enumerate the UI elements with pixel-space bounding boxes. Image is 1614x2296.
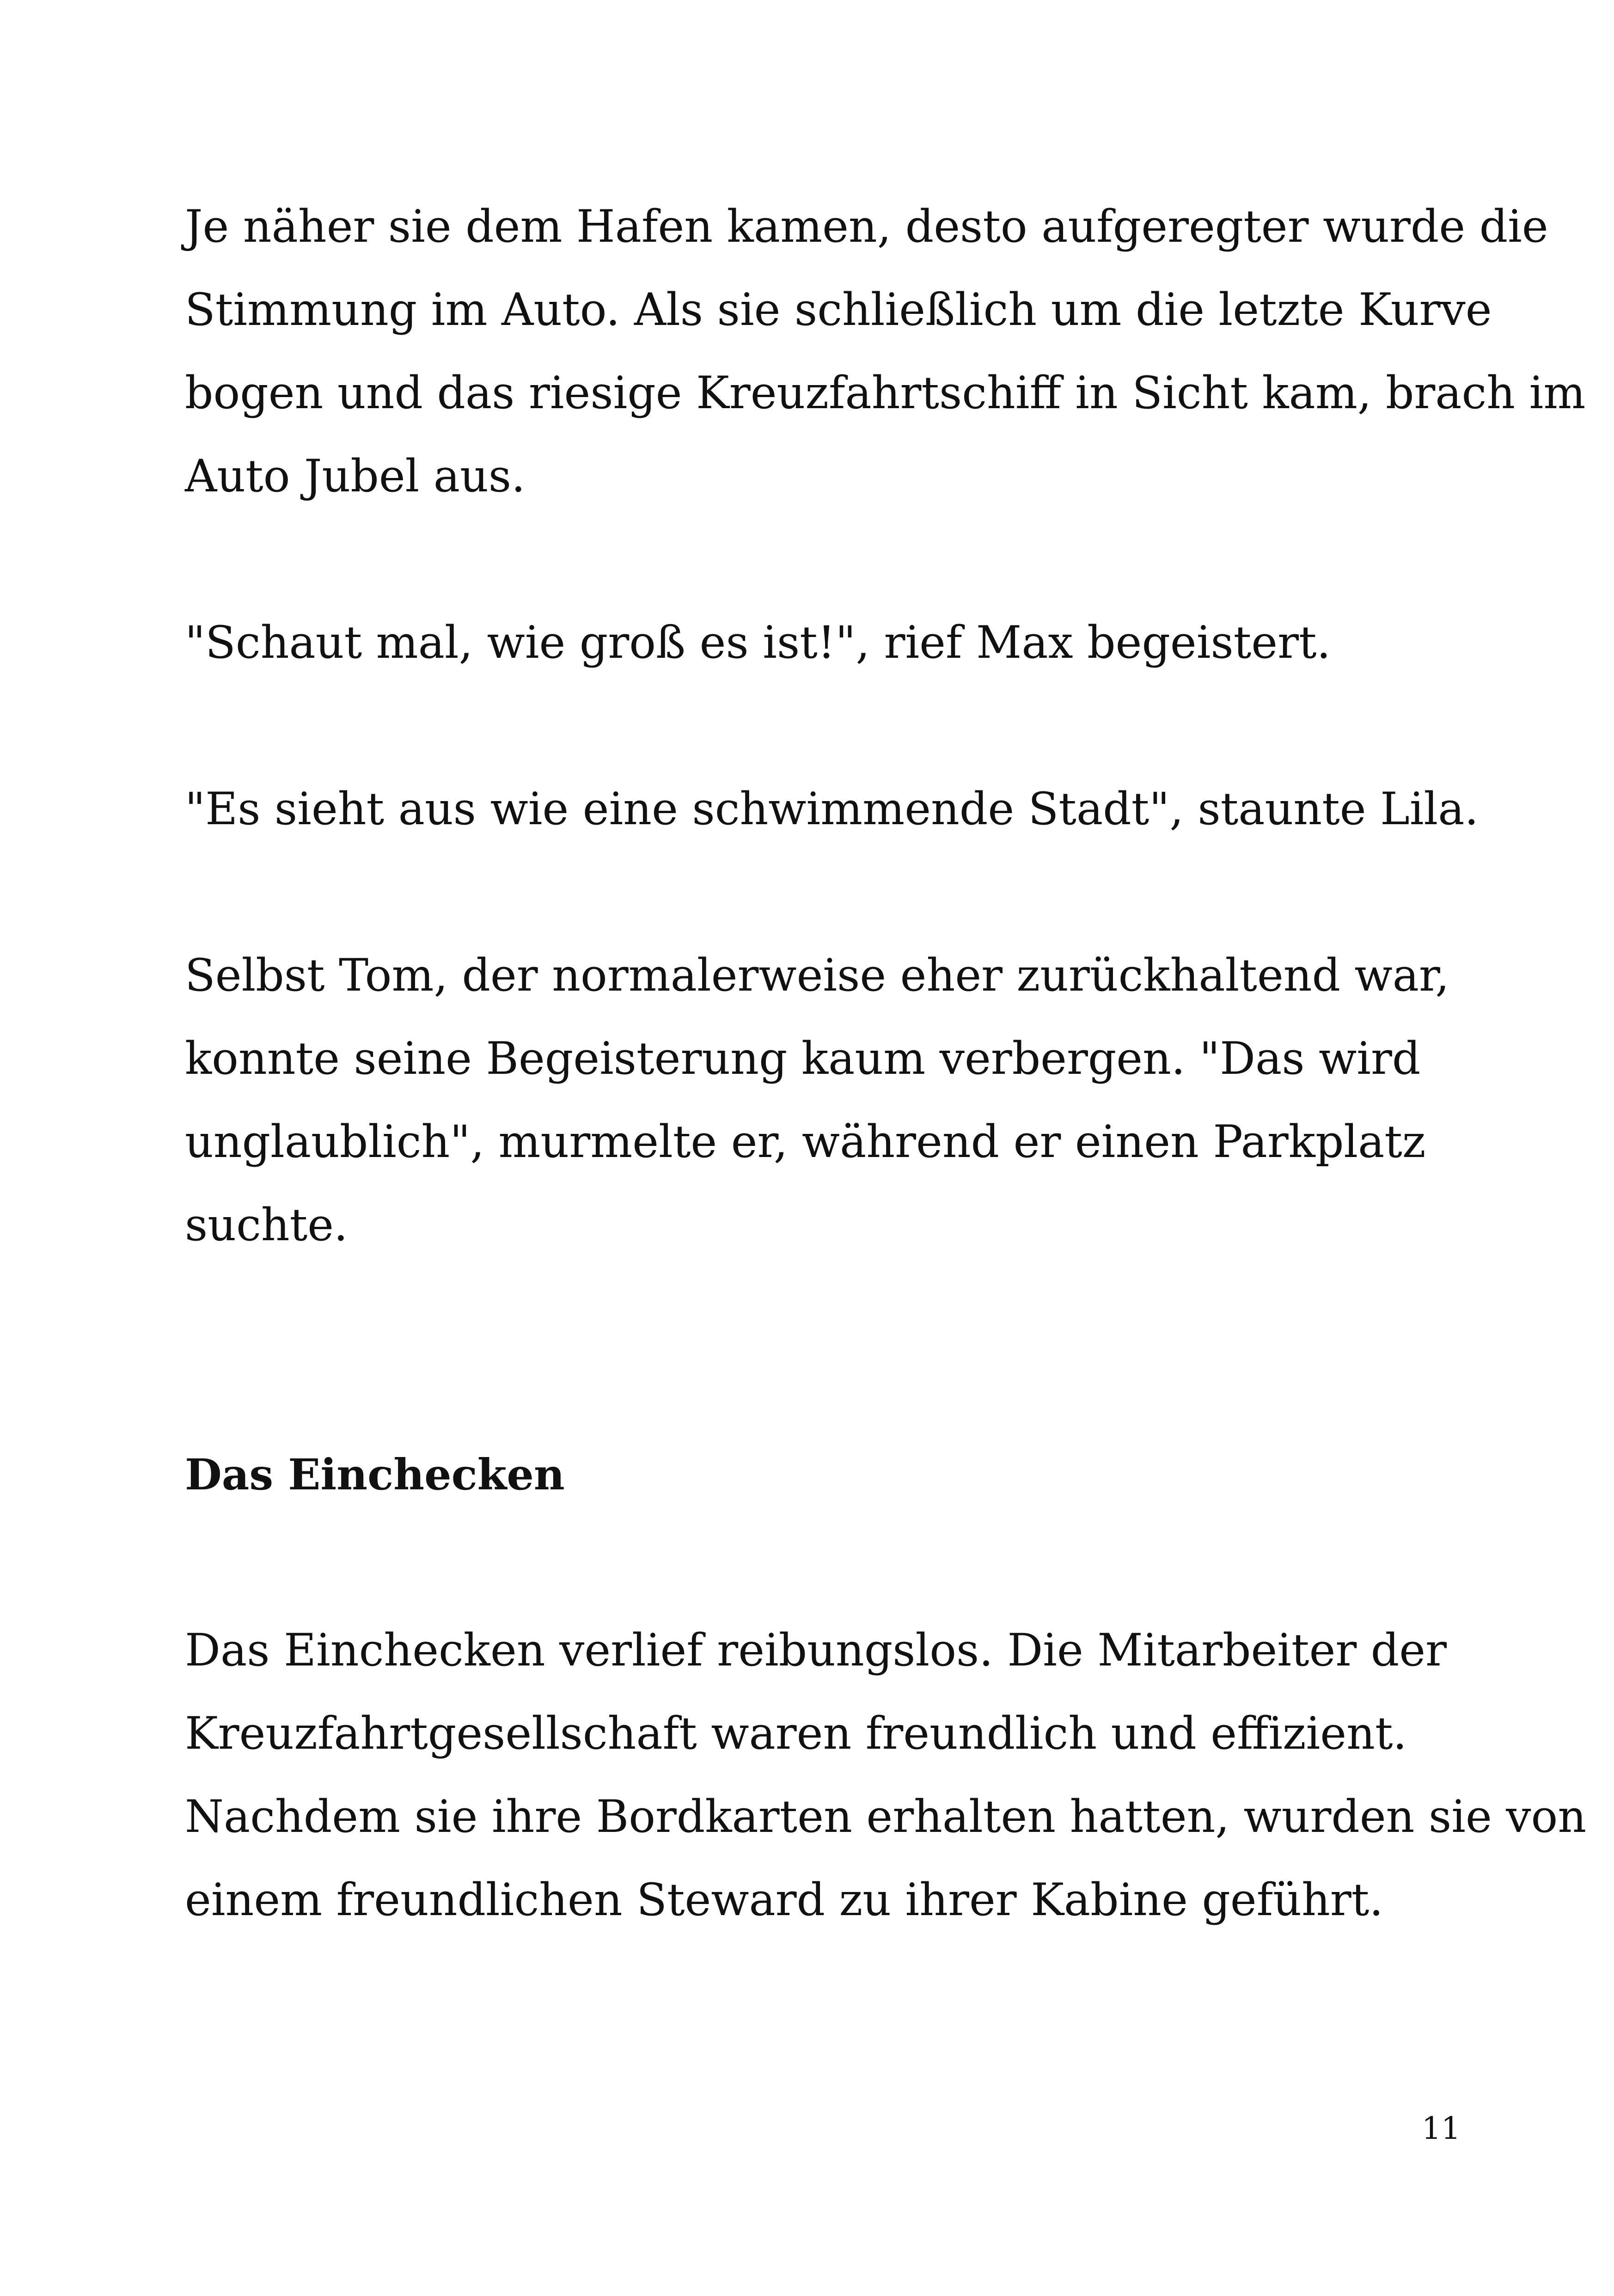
text-line: Nachdem sie ihre Bordkarten erhalten hatten, wurden sie von	[185, 1791, 1587, 1843]
text-line: konnte seine Begeisterung kaum verbergen. "Das wird	[185, 1033, 1421, 1084]
text-line: "Es sieht aus wie eine schwimmende Stadt", staunte Lila.	[185, 783, 1479, 835]
text-line: einem freundlichen Steward zu ihrer Kabine geführt.	[185, 1874, 1383, 1926]
page-number: 11	[1422, 2111, 1461, 2146]
text-line: bogen und das riesige Kreuzfahrtschiff in Sicht kam, brach im	[185, 367, 1586, 419]
text-line: unglaublich", murmelte er, während er einen Parkplatz	[185, 1116, 1426, 1168]
text-line: Das Einchecken verlief reibungslos. Die Mitarbeiter der	[185, 1624, 1447, 1676]
text-line: Auto Jubel aus.	[185, 450, 526, 502]
text-line: Je näher sie dem Hafen kamen, desto aufgeregter wurde die	[185, 201, 1548, 252]
text-line: Stimmung im Auto. Als sie schließlich um die letzte Kurve	[185, 284, 1492, 336]
text-line: suchte.	[185, 1199, 348, 1251]
text-line: Selbst Tom, der normalerweise eher zurückhaltend war,	[185, 949, 1449, 1001]
text-line: Kreuzfahrtgesellschaft waren freundlich und effizient.	[185, 1708, 1407, 1759]
section-heading: Das Einchecken	[185, 1450, 565, 1500]
text-line: "Schaut mal, wie groß es ist!", rief Max begeistert.	[185, 617, 1331, 668]
